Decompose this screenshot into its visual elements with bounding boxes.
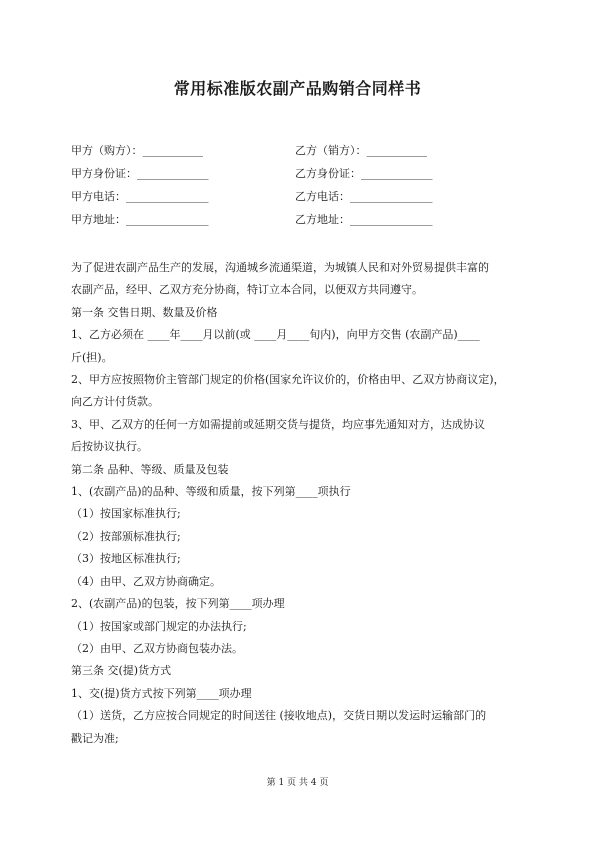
clause-line: 2、甲方应按照物价主管部门规定的价格(国家允许议价的，价格由甲、乙双方协商议定)， bbox=[71, 373, 505, 387]
seller-name-field: 乙方（销方）：___________ bbox=[295, 144, 427, 157]
document-title: 常用标准版农副产品购销合同样书 bbox=[173, 79, 422, 98]
preamble-line: 农副产品，经甲、乙双方充分协商，特订立本合同，以便双方共同遵守。 bbox=[71, 283, 423, 297]
party-row-address bbox=[71, 212, 541, 228]
seller-id-field: 乙方身份证：_____________ bbox=[295, 167, 433, 180]
option-line: （1）按国家或部门规定的办法执行; bbox=[71, 619, 247, 633]
option-line: （1）按国家标准执行; bbox=[71, 507, 181, 521]
buyer-phone-field: 甲方电话：_______________ bbox=[71, 190, 209, 203]
party-row-id bbox=[71, 166, 541, 182]
clause-line: 1、(农副产品)的品种、等级和质量，按下列第____项执行 bbox=[71, 485, 351, 499]
clause-line: 向乙方计付货款。 bbox=[71, 395, 159, 409]
page-number: 第 1 页 共 4 页 bbox=[266, 778, 329, 788]
option-line: （2）按部颁标准执行; bbox=[71, 529, 181, 543]
buyer-address-field: 甲方地址：_______________ bbox=[71, 213, 209, 226]
contract-body bbox=[71, 257, 526, 750]
option-line: （4）由甲、乙双方协商确定。 bbox=[71, 574, 221, 588]
option-line: （2）由甲、乙双方协商包装办法。 bbox=[71, 641, 243, 655]
party-row-phone bbox=[71, 189, 541, 205]
option-line: （3）按地区标准执行; bbox=[71, 552, 181, 566]
article-heading: 第一条 交售日期、数量及价格 bbox=[71, 305, 218, 319]
option-line: 戳记为准; bbox=[71, 731, 119, 745]
article-heading: 第三条 交(提)货方式 bbox=[71, 664, 172, 678]
seller-address-field: 乙方地址：_______________ bbox=[295, 213, 433, 226]
option-line: （1）送货，乙方应按合同规定的时间送往 (接收地点)，交货日期以发运时运输部门的 bbox=[71, 709, 487, 723]
clause-line: 2、(农副产品)的包装，按下列第____项办理 bbox=[71, 597, 285, 611]
clause-line: 斤(担)。 bbox=[71, 350, 113, 364]
clause-line: 1、交(提)货方式按下列第____项办理 bbox=[71, 686, 252, 700]
buyer-id-field: 甲方身份证：_____________ bbox=[71, 167, 209, 180]
article-heading: 第二条 品种、等级、质量及包装 bbox=[71, 462, 229, 476]
clause-line: 3、甲、乙双方的任何一方如需提前或延期交货与提货，均应事先通知对方，达成协议 bbox=[71, 417, 485, 431]
clause-line: 后按协议执行。 bbox=[71, 440, 148, 454]
preamble-line: 为了促进农副产品生产的发展，沟通城乡流通渠道，为城镇人民和对外贸易提供丰富的 bbox=[71, 261, 489, 274]
buyer-name-field: 甲方（购方）：___________ bbox=[71, 144, 203, 157]
clause-line: 1、乙方必须在 ____年____月以前(或 ____月____旬内)，向甲方交售 (农副产品)____ bbox=[71, 328, 480, 342]
seller-phone-field: 乙方电话：_______________ bbox=[295, 190, 433, 203]
party-row-buyer-seller bbox=[71, 143, 541, 159]
